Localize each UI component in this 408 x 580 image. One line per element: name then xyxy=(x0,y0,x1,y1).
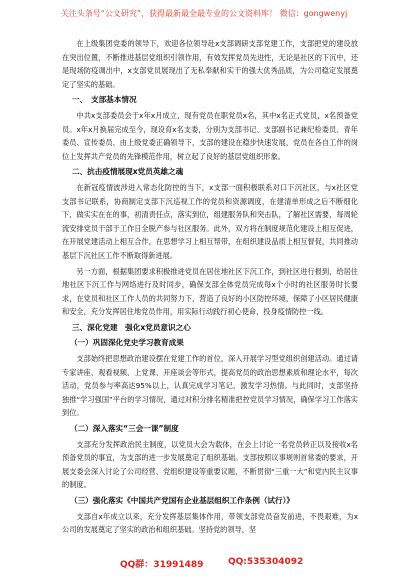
paragraph-community: 在新冠疫情波涉进入常态化防控的当下，x支部一面积极联系对口下沉社区，与x社区党支部书记联系，协商制定支部下沉巡视工作的党员和资源调度，在建清单形成之后不断细化下，做实实在在的事，初清责任点，落实到位，组建服务队和突击队，了解社区需要，每周轮流安排党员干部于工作日全脱产参与社区服务。此外，双方将在制度规范化建设上相互促进，在开展党建活动上相互合作，在思想学习上相互帮带，在组织建设品质上相互督促，共同推动基层下沉社区工作不断取得新进展。 xyxy=(62,182,358,260)
document-body xyxy=(62,37,358,539)
subheading-2: （二）深入落实“三会一课”制度 xyxy=(70,424,179,434)
header-banner: 关注头条号“公文研究”，获得最新最全最专业的公文资料库！ 微信：gongwenyj xyxy=(60,9,348,18)
paragraph-meetings: 支部充分发挥政治民主制度，以党员大会为载体，在会上讨论一名党员转正以及接收x名预备党员的事宜，为支部的进一步发展奠定了组织基础。支部按照议事规则首常委的要求，开展支委会深入讨论了公司经营、党组织建设等重要议题，不断贯彻“三重一大”和党内民主议事的制度。 xyxy=(62,439,358,490)
section-heading-2: 二、抗击疫情展现x党员英雄之魂 xyxy=(72,167,184,177)
paragraph-residence: 另一方面，根据集团要求积极推进党员在居住地社区下沉工作，到社区进行报到，给居住地社区下沉工作与网络进行及时同步，确保支部全体党员完成每x个小时的社区服务时长要求，在党员和社区工作人员的共同努力下，营造了良好的小区防控环境，保障了小区居民健康和安全，充分发挥居住地党员作用，用实际行动践行初心使命，投身疫情防控一线。 xyxy=(62,266,358,317)
qq-group-label: QQ群：31991489 xyxy=(120,560,204,570)
paragraph-study: 支部始终把思想政治建设摆在党建工作的首位，深入开展学习型党组织创建活动。通过请专家讲座、观看视频、上党课、开座谈会等形式，提高党员的政治思想素质和理论水平，每次活动，党员参与率高达95%以上，认真完成学习笔记，激发学习热情。与此同时，支部坚持独推“学习强国”平台的学习情况，通过对积分排名精准把控党员学习情况，确保学习工作落实到位。 xyxy=(62,354,358,418)
subheading-3: （三）强化落实《中国共产党国有企业基层组织工作条例（试行）》 xyxy=(70,496,295,505)
qq-number-label: QQ:535304092 xyxy=(228,557,304,567)
section-heading-1: 一、 支部基本情况 xyxy=(72,95,137,105)
paragraph-basic-info: 中共x支部委员会于x年x月成立，现有党员在职党员x名，其中x名正式党员，x名预备党员。x年x月换届完成至今，现设育x名支委，分别为支部书记、支部副书记兼纪检委员、青年委员、宣传委员、由上级党委正确领导下，支部的建设在稳步快速发展，党员在各自工作的岗位上发挥共产党员的先锋模范作用，树立起了良好的基层党组织形象。 xyxy=(62,110,358,161)
intro-paragraph: 在上级集团党委的领导下，欢迎各位领导赴x支部调研支部党建工作，支部把党的建设放在突出位置，不断推进基层党组织引领作用，有效发挥党员先进性，无论是社区的下沉中，还是现场防疫调出中，x支部党员展现出了无私奉献和实干的强大优秀品质，为公司稳定发展奠定了坚实的基础。 xyxy=(62,39,358,89)
footer-contact xyxy=(0,557,408,573)
paragraph-regulations: 支部自x年成立以来，充分发挥基层集体作用，带领支部党员奋发前进，不畏艰难，为x公司的发展奠定了坚实的政治和组织基础。坚持党的领导，坚 xyxy=(62,511,358,535)
section-heading-3: 三、深化党建 强化x党员意识之心 xyxy=(72,322,191,332)
subheading-1: （一）巩固深化党史学习教育成果 xyxy=(70,338,184,348)
